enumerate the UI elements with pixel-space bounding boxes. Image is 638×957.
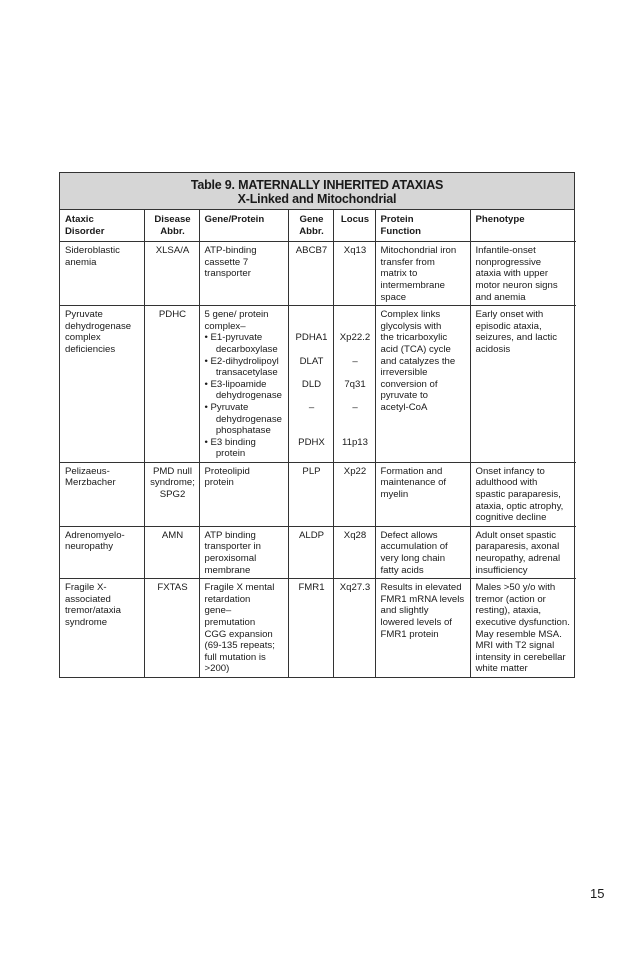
cell-gene-abbr [288,306,333,463]
bullet-text: • E3 binding protein [204,436,256,460]
cell-locus [333,579,375,677]
text-line: lowered levels of [380,617,452,628]
cell-locus [333,462,375,526]
gene-abbr-item: PDHX [298,436,325,448]
text-line: Merzbacher [65,477,116,489]
cell-protein-function [375,526,470,578]
text-line: space [380,291,407,303]
text-line: Ataxic [65,214,94,225]
page-number: 15 [590,886,605,901]
text-line: ataxia with upper [475,268,549,280]
text-line: Xp22 [343,465,367,477]
cell-disease-abbr [144,462,199,526]
cell-protein-function [375,306,470,463]
table-row-pyruvate-dehydrogenase [60,306,576,463]
text-line: accumulation of [380,541,448,553]
text-line: acetyl-CoA [380,401,428,413]
gene-abbr-item: DLAT [299,355,324,367]
gene-protein-item [205,356,285,379]
text-line: CGG expansion [204,628,273,640]
locus-item: 7q31 [344,378,366,390]
text-line: syndrome [65,617,108,628]
text-line: cassette 7 [204,256,249,268]
cell-gene-abbr [288,242,333,306]
text-line: episodic ataxia, [475,320,542,332]
text-line: Locus [340,214,370,225]
ataxia-table-frame [59,172,575,678]
text-line: complex– [204,320,246,332]
cell-disease-abbr [144,306,199,463]
cell-phenotype [470,462,576,526]
table-header-row [60,210,576,242]
text-line: May resemble MSA. [475,628,562,640]
text-line: insufficiency [475,564,528,576]
text-line: Mitochondrial iron [380,245,457,257]
text-line: transporter [204,268,251,280]
text-line: Complex links [380,309,441,321]
gene-abbr-item: PDHA1 [295,332,328,344]
cell-gene-abbr [288,462,333,526]
text-line: 5 gene/ protein [204,309,269,321]
text-line: transporter in [204,541,262,553]
text-line: SPG2 [159,489,186,501]
text-line: Adrenomyelo- [65,529,125,541]
bullet-text: • Pyruvate dehydrogenase phosphatase [204,401,282,437]
gene-protein-intro [205,309,285,332]
text-line: Onset infancy to [475,465,545,477]
cell-disease-abbr [144,579,199,677]
text-line: syndrome; [150,477,195,489]
text-line: and slightly [380,605,429,617]
text-line: ATP binding [204,529,256,541]
text-line: Gene/Protein [204,214,265,225]
text-line: gene– [204,605,232,617]
cell-phenotype [470,242,576,306]
cell-gene-abbr [288,579,333,677]
text-line: Disorder [65,225,105,237]
text-line: FMR1 protein [380,628,439,640]
text-line: retardation [204,593,251,605]
cell-gene-protein [199,526,288,578]
text-line: full mutation is [204,651,266,663]
text-line: FMR1 [298,582,325,594]
text-line: irreversible [380,367,428,379]
text-line: paraparesis, axonal [475,541,560,553]
text-line: FXTAS [157,582,188,594]
text-line: Pyruvate [65,309,103,321]
cell-phenotype [470,579,576,677]
locus-item: Xp22.2 [339,332,371,344]
locus-item: – [352,401,358,413]
header-protein-function [375,210,470,242]
gene-protein-item [205,437,285,460]
text-line: ataxia, optic atrophy, [475,500,564,512]
header-disease-abbr [144,210,199,242]
text-line: complex [65,332,101,344]
gene-protein-item [205,332,285,355]
text-line: very long chain [380,553,446,565]
text-line: conversion of [380,378,438,390]
text-line: PMD null [153,465,192,477]
text-line: Function [380,225,421,237]
text-line: Xq13 [343,245,367,257]
table-row-fragile-x [60,579,576,677]
text-line: anemia [65,256,97,268]
bullet-text: • E2-dihydrolipoyl transacetylase [204,355,279,379]
text-line: Sideroblastic [65,245,120,257]
text-line: Protein [380,214,414,225]
cell-phenotype [470,526,576,578]
locus-item: 11p13 [342,436,368,448]
text-line: Gene [299,214,324,225]
text-line: tremor/ataxia [65,605,121,617]
cell-protein-function [375,242,470,306]
text-line: Infantile-onset [475,245,536,257]
cell-gene-protein [199,306,288,463]
text-line: Phenotype [475,214,525,225]
cell-gene-protein [199,462,288,526]
text-line: Abbr. [160,225,185,237]
text-line: transfer from [380,256,435,268]
text-line: myelin [380,489,409,501]
header-locus [333,210,375,242]
text-line: white matter [475,663,528,675]
text-line: maintenance of [380,477,447,489]
cell-protein-function [375,462,470,526]
text-line: neuropathy, adrenal [475,553,561,565]
text-line: membrane [204,564,251,576]
cell-gene-protein [199,579,288,677]
header-phenotype [470,210,576,242]
cell-gene-protein [199,242,288,306]
text-line: XLSA/A [155,245,190,257]
text-line: executive dysfunction. [475,617,570,628]
gene-abbr-item: DLD [301,378,322,390]
text-line: Xq27.3 [339,582,371,594]
cell-disorder [60,462,144,526]
cell-locus [333,242,375,306]
text-line: PDHC [158,309,187,321]
text-line: associated [65,593,111,605]
text-line: AMN [161,529,184,541]
text-line: PLP [302,465,321,477]
header-ataxic-disorder [60,210,144,242]
text-line: MRI with T2 signal [475,640,555,652]
text-line: Males >50 y/o with [475,582,556,594]
text-line: Fragile X mental [204,582,275,594]
text-line: tremor (action or [475,593,546,605]
text-line: Xq28 [343,529,367,541]
text-line: peroxisomal [204,553,257,565]
text-line: ABCB7 [295,245,328,257]
cell-disorder [60,579,144,677]
cell-disease-abbr [144,526,199,578]
text-line: acid (TCA) cycle [380,343,451,355]
text-line: Proteolipid [204,465,250,477]
text-line: dehydrogenase [65,320,132,332]
text-line: pyruvate to [380,390,428,402]
text-line: protein [204,477,234,489]
table-title-bar [60,173,574,210]
table-title: Table 9. MATERNALLY INHERITED ATAXIAS [190,178,444,192]
bullet-text: • E1-pyruvate decarboxylase [204,332,278,355]
text-line: nonprogressive [475,256,542,268]
text-line: intensity in cerebellar [475,651,566,663]
cell-disorder [60,526,144,578]
text-line: Early onset with [475,309,544,321]
cell-protein-function [375,579,470,677]
text-line: resting), ataxia, [475,605,542,617]
gene-abbr-item: – [308,401,315,413]
text-line: (69-135 repeats; [204,640,275,652]
text-line: FMR1 mRNA levels [380,593,465,605]
text-line: matrix to [380,268,418,280]
text-line: deficiencies [65,343,116,355]
text-line: ATP-binding [204,245,257,257]
cell-disease-abbr [144,242,199,306]
text-line: glycolysis with [380,320,442,332]
text-line: adulthood with [475,477,538,489]
cell-gene-abbr [288,526,333,578]
text-line: Formation and [380,465,443,477]
text-line: Pelizaeus- [65,465,110,477]
gene-protein-item [205,379,285,402]
text-line: ALDP [298,529,325,541]
text-line: Adult onset spastic [475,529,557,541]
text-line: and catalyzes the [380,355,456,367]
header-gene-abbr [288,210,333,242]
text-line: Disease [154,214,191,225]
locus-item: – [352,355,358,367]
text-line: Defect allows [380,529,438,541]
cell-locus [333,306,375,463]
header-gene-protein [199,210,288,242]
text-line: motor neuron signs [475,279,558,291]
cell-locus [333,526,375,578]
text-line: spastic paraparesis, [475,489,561,501]
text-line: the tricarboxylic [380,332,448,344]
text-line: Results in elevated [380,582,462,594]
text-line: Fragile X- [65,582,107,594]
text-line: intermembrane [380,279,446,291]
text-line: neuropathy [65,541,114,553]
bullet-text: • E3-lipoamide dehydrogenase [204,378,282,402]
text-line: >200) [204,663,230,675]
cell-disorder [60,242,144,306]
text-line: and anemia [475,291,526,303]
table-subtitle: X-Linked and Mitochondrial [237,192,397,206]
table-row-sideroblastic-anemia [60,242,576,306]
table-row-pelizaeus-merzbacher [60,462,576,526]
gene-protein-item [205,402,285,437]
text-line: premutation [204,617,256,628]
text-line: Abbr. [299,225,324,237]
cell-disorder [60,306,144,463]
text-line: cognitive decline [475,512,547,524]
text-line: acidosis [475,343,511,355]
table-row-adrenomyeloneuropathy [60,526,576,578]
text-line: seizures, and lactic [475,332,558,344]
cell-phenotype [470,306,576,463]
ataxia-table [60,210,576,677]
text-line: fatty acids [380,564,424,576]
